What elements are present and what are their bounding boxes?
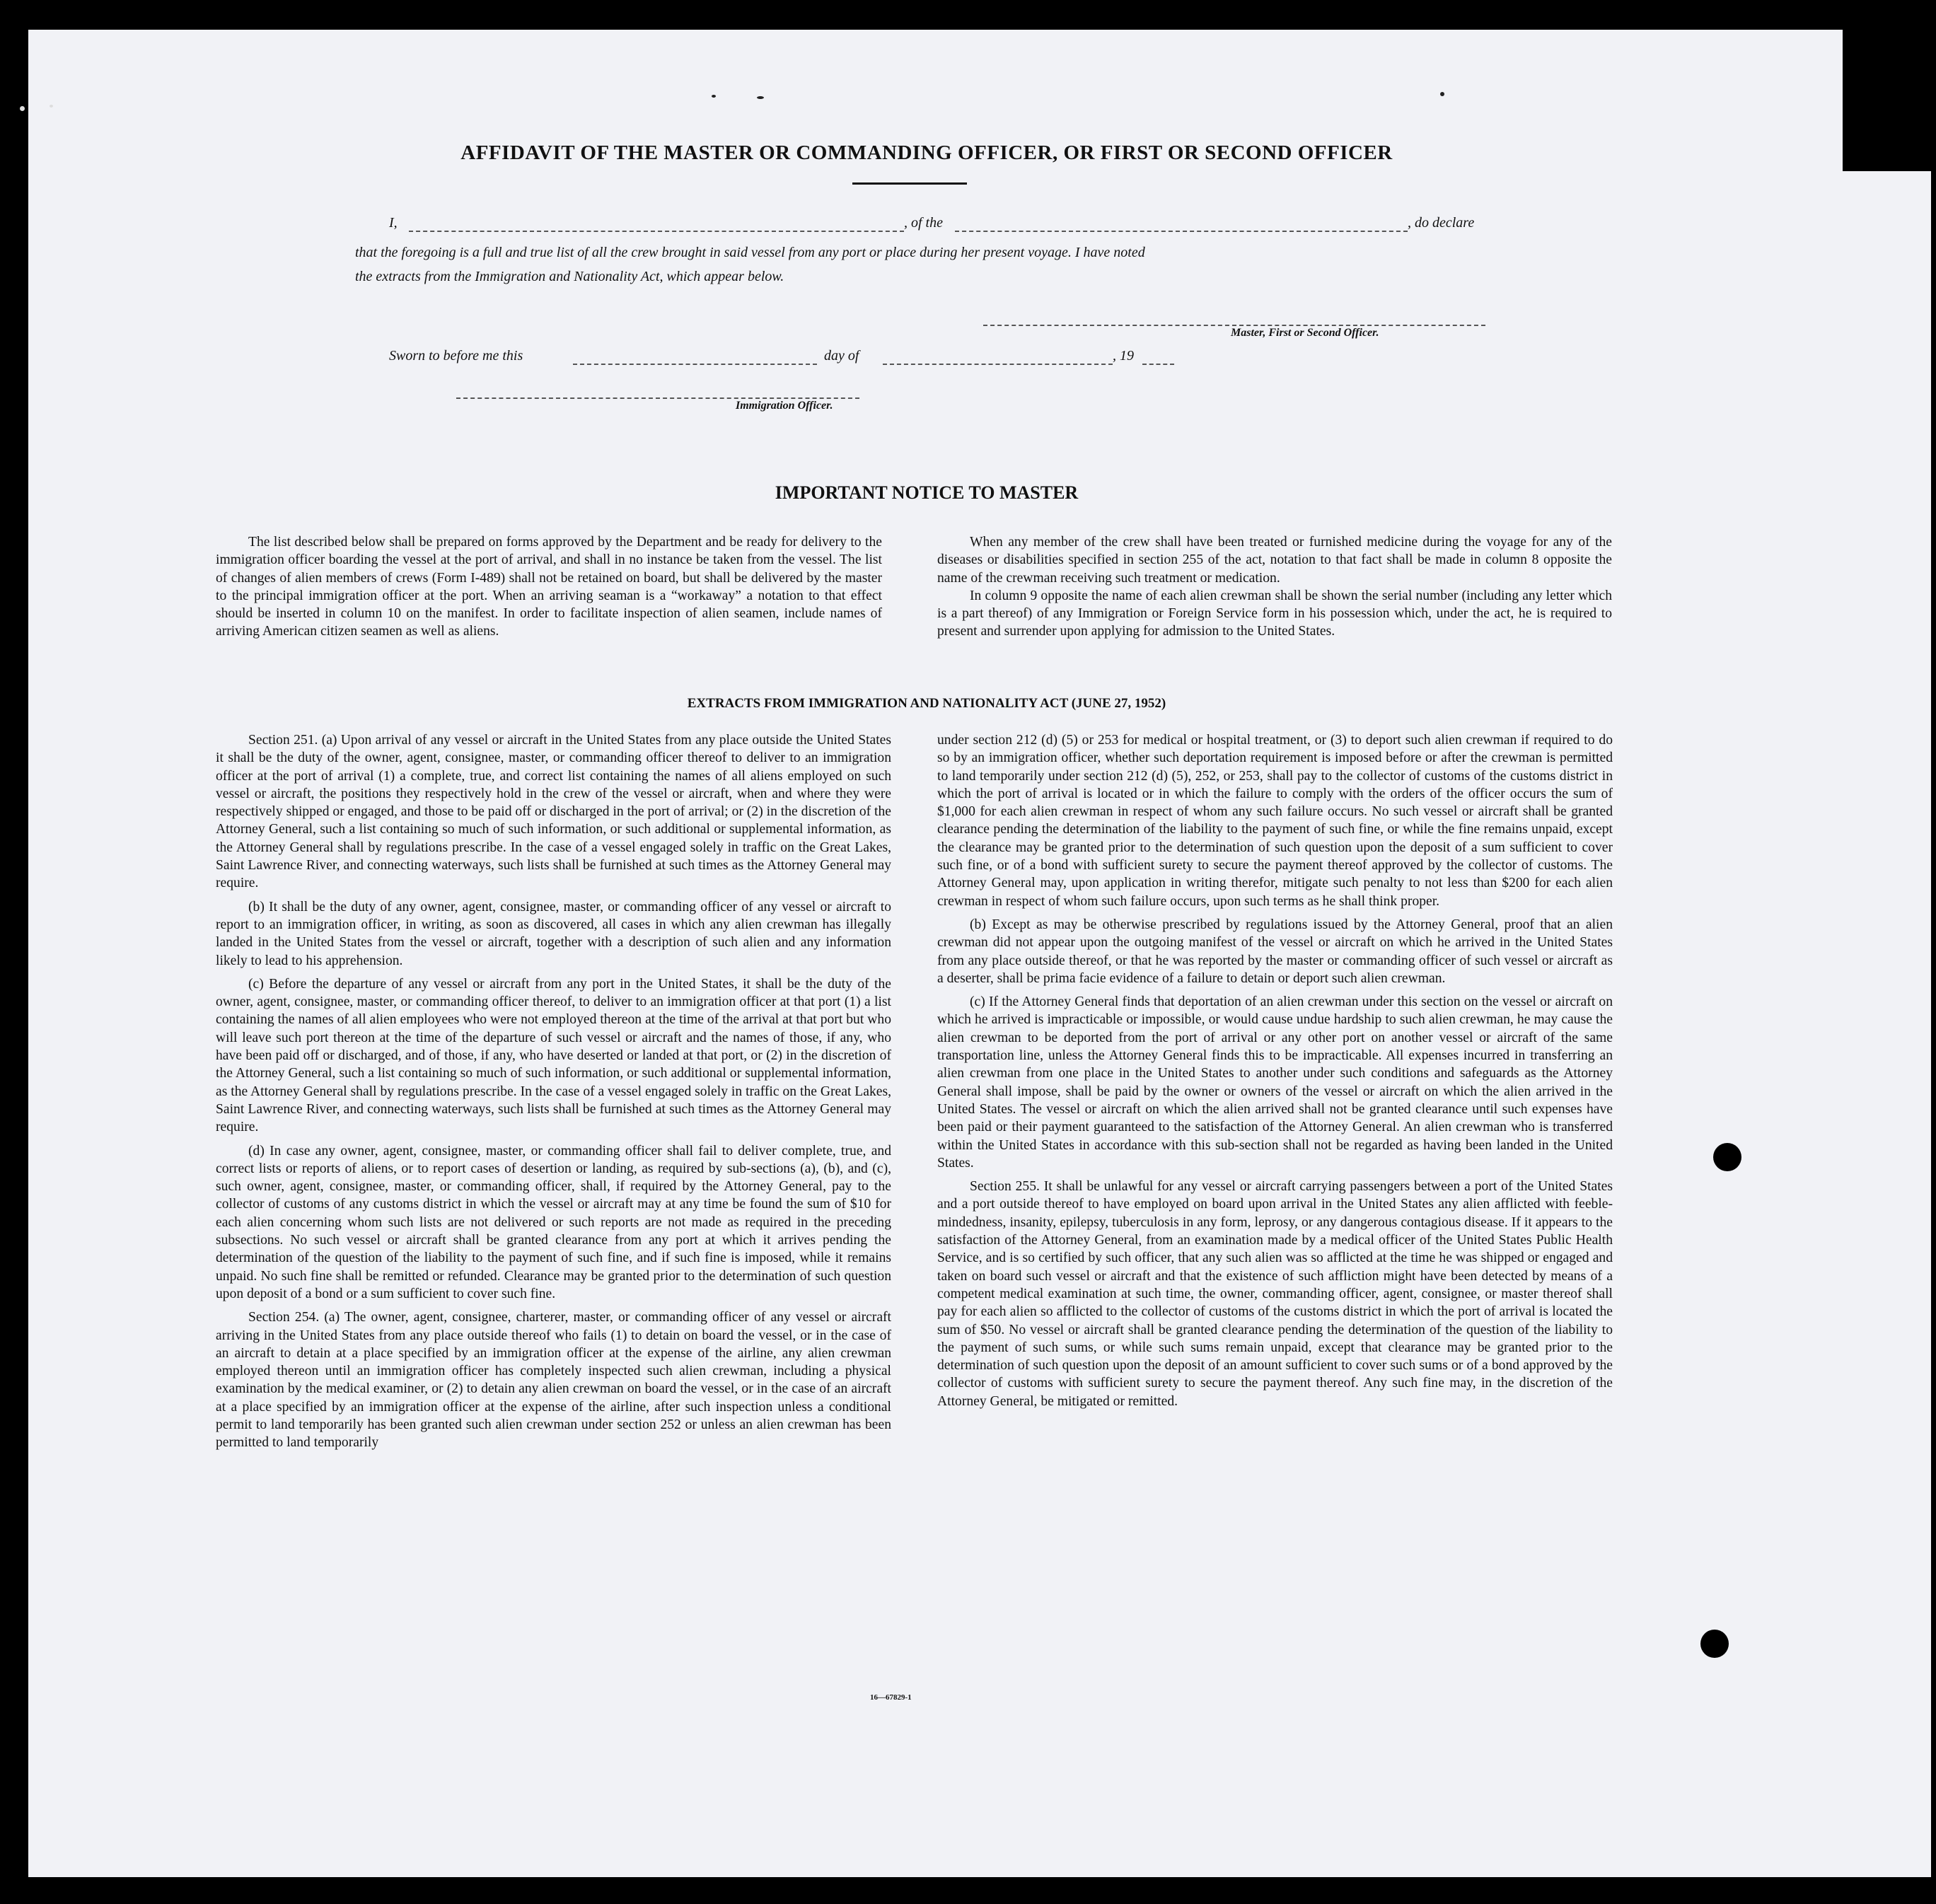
affidavit-i-label: I,	[389, 215, 398, 231]
day-of-label: day of	[824, 348, 859, 364]
affidavit-statement-line-1: that the foregoing is a full and true list of all the crew brought in said vessel from any port or place during her present voyage. I have noted	[355, 245, 1145, 260]
document-page	[28, 30, 1931, 1877]
master-signature-line[interactable]	[983, 325, 1485, 326]
extracts-left-column	[216, 731, 891, 1452]
affidavit-title: AFFIDAVIT OF THE MASTER OR COMMANDING OFFICER, OR FIRST OR SECOND OFFICER	[460, 141, 1393, 164]
notice-title: IMPORTANT NOTICE TO MASTER	[775, 482, 1079, 503]
punch-hole	[1700, 1630, 1729, 1658]
notice-paragraph: When any member of the crew shall have been treated or furnished medicine during the voyage for any of the diseases or disabilities specified in section 255 of the act, notation to that fact shall be made in column 8 opposite the name of the crewman receiving such treatment or medication.	[937, 535, 1612, 586]
section-254-a-continued: under section 212 (d) (5) or 253 for medical or hospital treatment, or (3) to deport such alien crewman if required to do so by an immigration officer, whether such deportation requirement is imposed before or after the crewman is permitted to land temporarily under section 212 (d) (5), 252, or 253, shall pay to the collector of customs of the customs district in which the port of arrival is located or in which the failure to comply with the orders of the officer occurs the sum of $1,000 for each alien crewman in respect of whom any such failure occurs. No such vessel or aircraft shall be granted clearance pending the determination of the liability to the payment of such fine, or while the fine remains unpaid, except the clearance may be granted prior to the determination of such question upon the deposit of a sum sufficient to cover such fine, or of a bond with sufficient surety to secure the payment thereof approved by the collector of customs. The Attorney General may, upon application in writing therefor, mitigate such penalty to not less than $200 for each alien crewman in respect of whom such failure occurs, upon such terms as he shall think proper.	[937, 733, 1613, 909]
sworn-year-blank-line[interactable]	[1142, 364, 1174, 365]
page-corner-notch	[1843, 30, 1931, 171]
speck-mark	[50, 105, 53, 108]
sworn-label: Sworn to before me this	[389, 348, 523, 364]
vessel-blank-line[interactable]	[955, 231, 1408, 232]
name-blank-line[interactable]	[409, 231, 904, 232]
speck-mark	[757, 96, 764, 99]
speck-mark	[20, 106, 25, 111]
title-underline	[852, 182, 967, 185]
section-251-d: (d) In case any owner, agent, consignee, master, or commanding officer shall fail to deliver complete, true, and correct lists or reports of aliens, or to report cases of desertion or landing, as required by sub-sections (a), (b), and (c), such owner, agent, consignee, master, or commanding officer, shall, if required by the Attorney General, pay to the collector of customs of any customs district in which the vessel or aircraft may at any time be found the sum of $10 for each alien concerning whom such lists are not delivered or such reports are not made as required in the preceding subsections. No such vessel or aircraft shall be granted clearance from any port at which it arrives pending the determination of the question of the liability to the payment of such fine, and if such fine is imposed, while it remains unpaid. No such fine shall be remitted or refunded. Clearance may be granted prior to the determination of such question upon deposit of a bond or a sum sufficient to cover such fine.	[216, 1143, 891, 1301]
section-254-c: (c) If the Attorney General finds that deportation of an alien crewman under this section on the vessel or aircraft on which he arrived is impracticable or impossible, or would cause undue hardship to such alien crewman, he may cause the alien crewman to be deported from the port of arrival or any other port on another vessel or aircraft of the same transportation line, unless the Attorney General finds this to be impracticable. All expenses incurred in transferring an alien crewman from one place in the United States to another under such conditions and safeguards as the Attorney General shall impose, shall be paid by the owner or owners of the vessel or aircraft on which the alien arrived in the United States. The vessel or aircraft on which the alien arrived shall not be granted clearance until such expenses have been paid or their payment guaranteed to the satisfaction of the Attorney General. An alien crewman who is transferred within the United States in accordance with this sub-section shall not be regarded as having been landed in the United States.	[937, 994, 1613, 1171]
immigration-officer-signature-line[interactable]	[456, 397, 859, 399]
do-declare-label: , do declare	[1408, 215, 1475, 231]
year-prefix-label: , 19	[1113, 348, 1134, 364]
speck-mark	[712, 95, 716, 98]
section-251-b: (b) It shall be the duty of any owner, agent, consignee, master, or commanding officer of any vessel or aircraft to report to an immigration officer, in writing, as soon as discovered, all cases in which any alien crewman has illegally landed in the United States from the vessel or aircraft, together with a description of such alien and any information likely to lead to his apprehension.	[216, 899, 891, 968]
of-the-label: , of the	[904, 215, 943, 231]
extracts-title: EXTRACTS FROM IMMIGRATION AND NATIONALITY ACT (JUNE 27, 1952)	[687, 696, 1166, 711]
section-251-c: (c) Before the departure of any vessel or aircraft from any port in the United States, it shall be the duty of the owner, agent, consignee, master, or commanding officer thereof, to deliver to an immigration officer at that port (1) a list containing the names of all alien employees who were not employed thereon at the time of the arrival at that port but who will leave such port thereon at the time of the departure of such vessel or aircraft and the names of those, if any, who have been paid off or discharged, and of those, if any, who have deserted or landed at that port, or (2) in the discretion of the Attorney General, such a list containing so much of such information, or such additional or supplemental information, as the Attorney General shall by regulations prescribe. In the case of a vessel engaged solely in traffic on the Great Lakes, Saint Lawrence River, and connecting waterways, such lists shall be furnished at such times as the Attorney General may require.	[216, 976, 891, 1135]
master-signature-label: Master, First or Second Officer.	[1231, 327, 1379, 339]
section-254-b: (b) Except as may be otherwise prescribed by regulations issued by the Attorney General, proof that an alien crewman did not appear upon the outgoing manifest of the vessel or aircraft on which he arrived in the United States from any place outside thereof, or that he was reported by the master or commanding officer of such vessel or aircraft as a deserter, shall be prima facie evidence of a failure to detain or deport such alien crewman.	[937, 917, 1613, 986]
affidavit-statement	[355, 240, 1485, 289]
affidavit-statement-line-2: the extracts from the Immigration and Nationality Act, which appear below.	[355, 269, 784, 284]
notice-left-column	[216, 533, 882, 641]
sworn-day-blank-line[interactable]	[573, 364, 817, 365]
section-254-a: Section 254. (a) The owner, agent, consignee, charterer, master, or commanding officer of any vessel or aircraft arriving in the United States from any place outside thereof who fails (1) to detain on board the vessel, or in the case of an aircraft to detain at a place specified by an immigration officer at the expense of the airline, any alien crewman employed thereon until an immigration officer has completely inspected such alien crewman, including a physical examination by the medical examiner, or (2) to detain any alien crewman on board the vessel, or in the case of an aircraft at a place specified by an immigration officer at the expense of the airline, after such inspection unless a conditional permit to land temporarily has been granted such alien crewman under section 252 or unless an alien crewman has been permitted to land temporarily	[216, 1310, 891, 1451]
extracts-right-column	[937, 731, 1613, 1410]
speck-mark	[1440, 92, 1444, 96]
section-255: Section 255. It shall be unlawful for any vessel or aircraft carrying passengers between a port of the United States and a port outside thereof to have employed on board upon arrival in the United States any alien afflicted with feeble-mindedness, insanity, epilepsy, tuberculosis in any form, leprosy, or any dangerous contagious disease. If it appears to the satisfaction of the Attorney General, from an examination made by a medical officer of the United States Public Health Service, and is so certified by such officer, that any such alien was so afflicted at the time he was shipped or engaged and taken on board such vessel or aircraft and that the existence of such affliction might have been detected by means of a competent medical examination at such time, the owner, commanding officer, agent, consignee, or master thereof shall pay for each alien so afflicted to the collector of customs of the customs district in which the port of arrival is located the sum of $50. No vessel or aircraft shall be granted clearance pending the determination of the question of the liability to the payment of such sums, or while such sums remain unpaid, except that clearance may be granted prior to the determination of such question upon the deposit of an amount sufficient to cover such sums or of a bond approved by the collector of customs with sufficient surety to secure the payment thereof. Any such fine may, in the discretion of the Attorney General, be mitigated or remitted.	[937, 1179, 1613, 1409]
notice-paragraph: The list described below shall be prepared on forms approved by the Department and be ready for delivery to the immigration officer boarding the vessel at the port of arrival, and shall in no instance be taken from the vessel. The list of changes of alien members of crews (Form I-489) shall not be retained on board, but shall be delivered by the master to the principal immigration officer at the port. When an arriving seaman is a “workaway” a notation to that effect should be inserted in column 10 on the manifest. In order to facilitate inspection of alien seamen, include names of arriving American citizen seamen as well as aliens.	[216, 535, 882, 639]
punch-hole	[1713, 1143, 1741, 1171]
sworn-month-blank-line[interactable]	[883, 364, 1113, 365]
notice-right-column	[937, 533, 1612, 641]
section-251-a: Section 251. (a) Upon arrival of any vessel or aircraft in the United States from any place outside the United States it shall be the duty of the owner, agent, consignee, master, or commanding officer thereof to deliver to an immigration officer at the port of arrival (1) a complete, true, and correct list containing the names of all aliens employed on such vessel or aircraft, the positions they respectively hold in the crew of the vessel or aircraft, when and where they were respectively shipped or engaged, and those to be paid off or discharged in the port of arrival; or (2) in the discretion of the Attorney General, such a list containing so much of such information, or such additional or supplemental information, as the Attorney General shall by regulations prescribe. In the case of a vessel engaged solely in traffic on the Great Lakes, Saint Lawrence River, and connecting waterways, such lists shall be furnished at such times as the Attorney General may require.	[216, 733, 891, 891]
form-code: 16—67829-1	[870, 1693, 912, 1702]
immigration-officer-label: Immigration Officer.	[736, 400, 833, 412]
notice-paragraph: In column 9 opposite the name of each alien crewman shall be shown the serial number (including any letter which is a part thereof) of any Immigration or Foreign Service form in his possession which, under the act, he is required to present and surrender upon applying for admission to the United States.	[937, 588, 1612, 639]
